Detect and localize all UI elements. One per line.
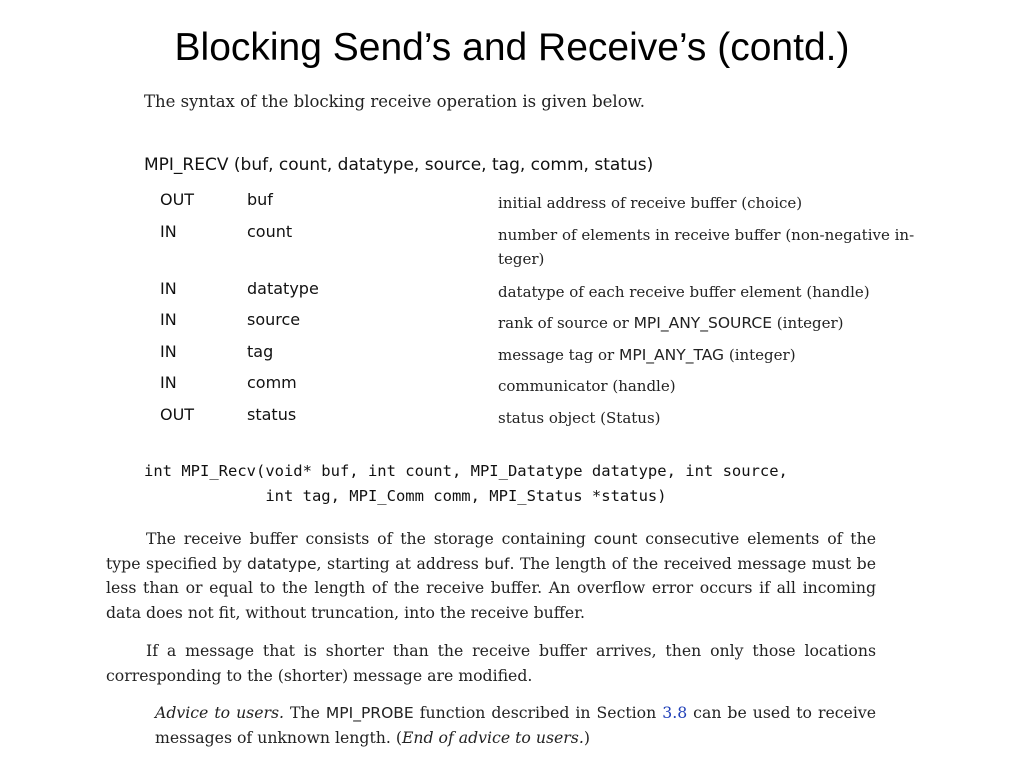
- shorter-message-paragraph: [106, 639, 876, 688]
- param-description: status object (Status): [498, 408, 661, 427]
- param-description-text: (integer): [724, 345, 796, 364]
- advice-text: ): [583, 727, 590, 747]
- advice-text: function described in Section: [413, 703, 663, 722]
- keyword-count: count: [593, 530, 638, 548]
- param-description-text: message tag or: [498, 345, 619, 364]
- param-row-buf: [160, 188, 920, 220]
- param-direction: IN: [160, 310, 177, 329]
- param-direction: OUT: [160, 190, 195, 209]
- paragraph-text: consecutive elements of the type specified by: [106, 529, 876, 573]
- param-description-text: rank of source or: [498, 314, 634, 332]
- param-name: comm: [247, 373, 297, 392]
- code-line-1: int MPI_Recv(void* buf, int count, MPI_Datatype datatype, int source,: [144, 462, 788, 480]
- param-name: source: [247, 310, 301, 329]
- intro-text: The syntax of the blocking receive operation is given below.: [144, 92, 646, 111]
- advice-to-users: [155, 701, 876, 750]
- param-name: buf: [247, 190, 273, 209]
- function-signature: MPI_RECV (buf, count, datatype, source, tag, comm, status): [144, 155, 654, 175]
- section-link[interactable]: 3.8: [662, 703, 688, 722]
- param-row-comm: [160, 371, 920, 403]
- param-description: [498, 311, 918, 335]
- paragraph-text: If a message that is shorter than the receive buffer arrives, then only those locations corresponding to the (shorter) message are modified.: [106, 641, 876, 685]
- param-direction: OUT: [160, 404, 195, 424]
- param-description-line1: number of elements in receive buffer (non-negative in-: [498, 225, 915, 244]
- param-row-source: [160, 308, 920, 340]
- param-direction: IN: [160, 221, 177, 241]
- param-direction: IN: [160, 373, 177, 392]
- c-binding-code: [144, 459, 788, 509]
- advice-lead: Advice to users.: [155, 703, 285, 722]
- keyword-datatype: datatype: [246, 554, 317, 573]
- param-name: status: [247, 404, 297, 424]
- advice-end: End of advice to users.: [401, 727, 584, 747]
- param-description-text: (integer): [772, 314, 844, 332]
- param-direction: IN: [160, 341, 177, 361]
- paragraph-text: The receive buffer consists of the storage containing: [146, 529, 594, 548]
- param-row-status: [160, 403, 920, 435]
- slide-title: Blocking Send’s and Receive’s (contd.): [174, 26, 850, 69]
- paragraph-text: . The length of the received message must be less than or equal to the length of the receive buffer. An overflow error occurs if all incoming data does not fit, without truncation, into the receive buffer.: [106, 553, 877, 622]
- receive-buffer-paragraph: [106, 527, 876, 625]
- param-description: communicator (handle): [498, 377, 676, 395]
- param-description-line2: teger): [498, 249, 545, 268]
- param-direction: IN: [160, 278, 177, 298]
- keyword-buf: buf: [484, 554, 510, 573]
- code-line-2: int tag, MPI_Comm comm, MPI_Status *status): [144, 487, 667, 505]
- param-description: initial address of receive buffer (choice): [498, 194, 803, 212]
- parameter-table: [160, 188, 920, 434]
- keyword-mpi-probe: MPI_PROBE: [325, 704, 414, 722]
- mpi-constant: MPI_ANY_SOURCE: [633, 314, 773, 332]
- advice-text: can be used to receive messages of unknown length. (: [155, 703, 876, 747]
- param-row-tag: [160, 340, 920, 372]
- param-row-count: [160, 220, 920, 277]
- param-name: datatype: [247, 278, 319, 298]
- advice-text: The: [284, 703, 326, 722]
- param-name: count: [247, 221, 293, 241]
- param-description: [498, 223, 918, 271]
- param-description: datatype of each receive buffer element (handle): [498, 282, 870, 301]
- param-name: tag: [247, 341, 274, 361]
- paragraph-text: , starting at address: [316, 553, 485, 573]
- param-row-datatype: [160, 277, 920, 309]
- param-description: [498, 343, 918, 367]
- mpi-constant: MPI_ANY_TAG: [619, 345, 725, 364]
